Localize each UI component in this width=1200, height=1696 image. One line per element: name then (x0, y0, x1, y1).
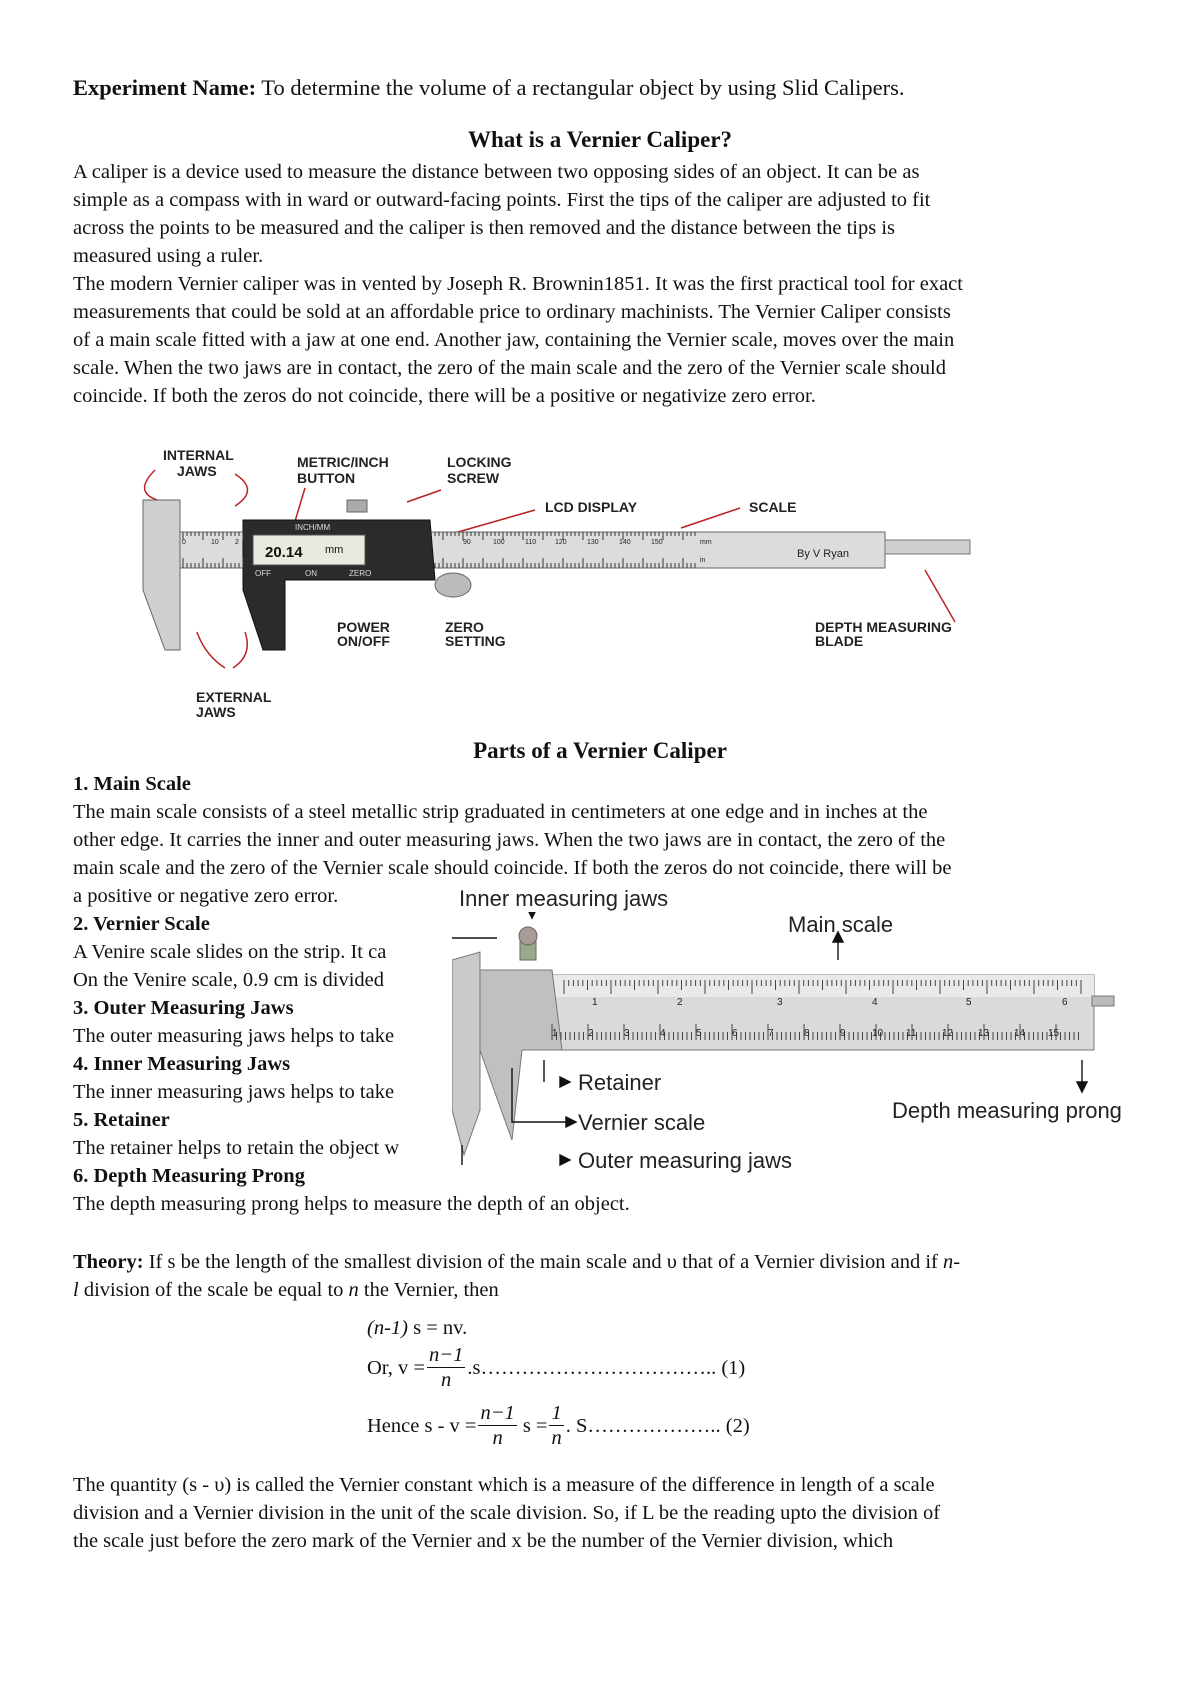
text-line: scale. When the two jaws are in contact, the zero of the main scale and the zero of the Vernier scale should (73, 357, 946, 379)
scale-number: 4 (872, 997, 878, 1008)
eq2-num: n−1 (429, 1344, 464, 1366)
scale-number: 15 (1048, 1028, 1060, 1039)
eq3-den2: n (551, 1427, 562, 1449)
scale-number: 150 (651, 539, 663, 546)
theory-label: Theory: (73, 1251, 144, 1273)
scale-number: 110 (525, 539, 537, 546)
scale-number: 1 (552, 1028, 558, 1039)
scale-number: 12 (942, 1028, 954, 1039)
parts-heading: Parts of a Vernier Caliper (473, 738, 727, 763)
experiment-text: To determine the volume of a rectangular object by using Slid Calipers. (261, 75, 905, 100)
arrow-scale (681, 508, 740, 528)
lcd-value: 20.14 (265, 544, 303, 561)
arrow-locking (407, 490, 441, 502)
label-depth-2: BLADE (815, 633, 864, 649)
theory-paragraph (73, 1471, 940, 1555)
label-locking-1: LOCKING (447, 454, 512, 470)
text-line: A caliper is a device used to measure the distance between two opposing sides of an object. It can be as (73, 161, 920, 183)
eq2-prefix: Or, v = (367, 1356, 425, 1379)
fraction (478, 1401, 516, 1450)
text-line: a positive or negative zero error. (73, 885, 339, 907)
eq3-mid: s = (522, 1414, 548, 1437)
text-line: The modern Vernier caliper was in vented by Joseph R. Brownin1851. It was the first practical tool for exact (73, 273, 963, 295)
experiment-label: Experiment Name: (73, 75, 257, 100)
scale-number: 13 (978, 1028, 990, 1039)
label-metric-2: BUTTON (297, 470, 356, 486)
scale-number: 10 (872, 1028, 884, 1039)
scale-number: 0 (182, 539, 186, 546)
text-line: A Venire scale slides on the strip. It ca (73, 941, 387, 963)
part-title: 2. Vernier Scale (73, 913, 210, 935)
scale-number: 14 (1014, 1028, 1026, 1039)
eq3-num: n−1 (480, 1402, 515, 1424)
part-title: 6. Depth Measuring Prong (73, 1165, 305, 1187)
text-line: coincide. If both the zeros do not coincide, there will be a positive or negativize zero error. (73, 385, 816, 407)
label-inner-measuring-jaws: Inner measuring jaws (459, 886, 669, 911)
off-label: OFF (255, 569, 271, 578)
eq2-suffix: .s…………………………….. (1) (467, 1356, 746, 1379)
theory-line-1 (73, 1248, 960, 1276)
theory-n: n- (943, 1251, 961, 1273)
scale-number: 3 (777, 997, 783, 1008)
scale-number: 8 (804, 1028, 810, 1039)
scale-number: 5 (696, 1028, 702, 1039)
theory-text-2: division of the scale be equal to (78, 1279, 344, 1301)
arrow-external-left (197, 632, 225, 668)
scale-number: 90 (463, 539, 471, 546)
scale-number: 1 (592, 997, 598, 1008)
text-line: The outer measuring jaws helps to take (73, 1025, 395, 1047)
arrow-external-right (233, 632, 247, 668)
eq3-den: n (492, 1427, 503, 1449)
text-line: The quantity (s - υ) is called the Vernier constant which is a measure of the difference in length of a scale (73, 1474, 935, 1496)
text-line: The main scale consists of a steel metallic strip graduated in centimeters at one edge and in inches at the (73, 801, 928, 823)
eq1-b: s = nv. (413, 1317, 468, 1339)
what-is-heading: What is a Vernier Caliper? (467, 127, 733, 152)
text-line: of a main scale fitted with a jaw at one end. Another jaw, containing the Vernier scale, moves over the main (73, 329, 955, 351)
eq3-num2: 1 (551, 1402, 562, 1424)
maker-label: By V Ryan (797, 548, 849, 560)
part-title: 1. Main Scale (73, 773, 191, 795)
equation-1 (367, 1343, 745, 1392)
theory-l: l (73, 1279, 79, 1301)
eq2-den: n (441, 1369, 452, 1391)
fraction (427, 1343, 465, 1392)
arrow-depth (925, 570, 955, 622)
text-line: simple as a compass with in ward or outward-facing points. First the tips of the caliper are adjusted to fit (73, 189, 931, 211)
vernier-caliper-diagram (452, 880, 1142, 1180)
locking-screw (347, 500, 367, 512)
label-main-scale: Main scale (788, 912, 894, 937)
label-outer-jaws: Outer measuring jaws (578, 1148, 792, 1173)
equation-2 (367, 1401, 750, 1450)
scale-number: 2 (677, 997, 683, 1008)
unit-mm: mm (700, 539, 712, 546)
scale-number: 3 (624, 1028, 630, 1039)
eq1-a: (n-1) (367, 1317, 408, 1339)
scale-number: 2 (588, 1028, 594, 1039)
scale-number: 6 (1062, 997, 1068, 1008)
text-line: division and a Vernier division in the unit of the scale division. So, if L be the reading upto the division of (73, 1502, 941, 1524)
scale-number: 7 (768, 1028, 774, 1039)
fraction (549, 1401, 563, 1450)
theory-line-2 (73, 1276, 499, 1304)
label-zero-1: ZERO (445, 619, 484, 635)
what-is-paragraph (73, 158, 963, 410)
label-metric-1: METRIC/INCH (297, 454, 389, 470)
text-line: main scale and the zero of the Vernier scale should coincide. If both the zeros do not coincide, there will be (73, 857, 952, 879)
scale-number: 140 (619, 539, 631, 546)
label-power-1: POWER (337, 619, 390, 635)
scale-number: 5 (966, 997, 972, 1008)
unit-in: in (700, 557, 706, 564)
theory-n2: n (348, 1279, 359, 1301)
eq3-suffix: . S……………….. (2) (565, 1414, 750, 1437)
depth-prong (1092, 996, 1114, 1006)
label-lcd-display: LCD DISPLAY (545, 499, 638, 515)
text-line: The inner measuring jaws helps to take (73, 1081, 395, 1103)
label-locking-2: SCREW (447, 470, 500, 486)
theory-text: If s be the length of the smallest division of the main scale and υ that of a Vernier division and if (148, 1251, 938, 1273)
arrow-internal-left (145, 470, 165, 502)
label-zero-2: SETTING (445, 633, 506, 649)
fixed-jaw (143, 500, 180, 650)
equation-0 (367, 1314, 467, 1342)
text-line: other edge. It carries the inner and outer measuring jaws. When the two jaws are in contact, the zero of the (73, 829, 946, 851)
scale-number: 6 (732, 1028, 738, 1039)
text-line: On the Venire scale, 0.9 cm is divided (73, 969, 385, 991)
text-line: The depth measuring prong helps to measure the depth of an object. (73, 1193, 630, 1215)
label-power-2: ON/OFF (337, 633, 390, 649)
text-line: measurements that could be sold at an affordable price to ordinary machinists. The Vernier Caliper consists (73, 301, 951, 323)
part-title: 3. Outer Measuring Jaws (73, 997, 294, 1019)
label-external-2: JAWS (196, 704, 236, 720)
scale-number: 11 (906, 1028, 917, 1039)
label-external-1: EXTERNAL (196, 689, 272, 705)
scale-number: 4 (660, 1028, 666, 1039)
on-label: ON (305, 569, 317, 578)
digital-caliper-diagram (125, 440, 1075, 725)
thumb-wheel (435, 573, 471, 597)
scale-number: 9 (840, 1028, 846, 1039)
scale-number: 2 (235, 539, 239, 546)
scale-number: 10 (211, 539, 219, 546)
label-depth-prong: Depth measuring prong (892, 1098, 1122, 1123)
part-title: 5. Retainer (73, 1109, 170, 1131)
scale-number: 100 (493, 539, 505, 546)
label-retainer: Retainer (578, 1070, 662, 1095)
zero-label: ZERO (349, 569, 372, 578)
arrow-internal-right (235, 474, 248, 506)
inch-mm-button-label: INCH/MM (295, 523, 331, 532)
eq3-prefix: Hence s - v = (367, 1414, 477, 1437)
lcd-unit: mm (325, 544, 344, 556)
text-line: across the points to be measured and the caliper is then removed and the distance between the tips is (73, 217, 896, 239)
label-internal-jaws-1: INTERNAL (163, 447, 234, 463)
text-line: the scale just before the zero mark of the Vernier and x be the number of the Vernier division, which (73, 1530, 894, 1552)
depth-rod (885, 540, 970, 554)
scale-number: 120 (555, 539, 567, 546)
label-internal-jaws-2: JAWS (177, 463, 217, 479)
text-line: measured using a ruler. (73, 245, 264, 267)
experiment-title (73, 74, 905, 102)
scale-number: 130 (587, 539, 599, 546)
theory-text-3: the Vernier, then (358, 1279, 499, 1301)
label-depth-1: DEPTH MEASURING (815, 619, 952, 635)
part-title: 4. Inner Measuring Jaws (73, 1053, 291, 1075)
label-vernier-scale: Vernier scale (578, 1110, 706, 1135)
label-scale: SCALE (749, 499, 797, 515)
text-line: The retainer helps to retain the object w (73, 1137, 400, 1159)
